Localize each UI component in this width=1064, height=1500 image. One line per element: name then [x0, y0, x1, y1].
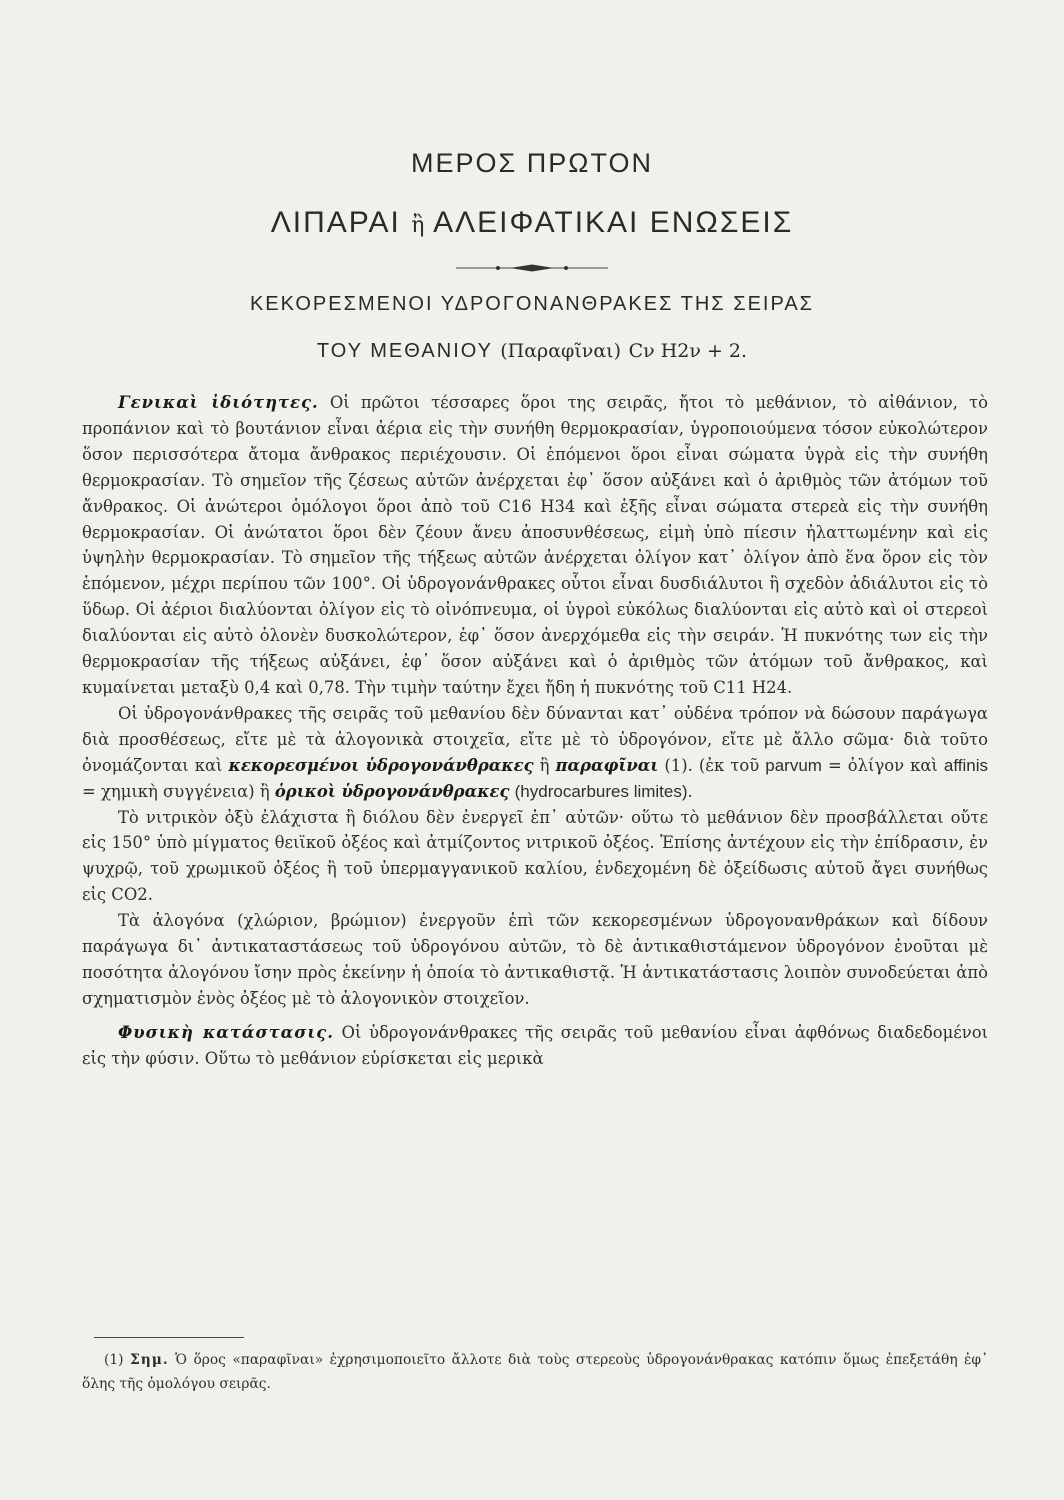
paragraph-text: = ὀλίγον καὶ	[821, 755, 944, 775]
paragraph-general-properties	[82, 390, 988, 701]
section-subtitle	[0, 340, 1064, 363]
latin-parvum: parvum	[765, 755, 822, 775]
footnote-marker: (1)	[104, 1352, 124, 1368]
paragraph-text: Οἱ πρῶτοι τέσσαρες ὅροι της σειρᾶς, ἤτοι τὸ μεθάνιον, τὸ αἰθάνιον, τὸ προπάνιον καὶ τὸ βουτάνιον εἶναι ἀέρια εἰς τὴν συνήθη θερμοκρασίαν, ὑγροποιούμενα τόσον εὐκολώτερον ὅσον περισσότερα ἄτομα ἄνθρακος περιέχουσιν. Οἱ ἑπόμενοι ὅροι εἶναι σώματα ὑγρὰ εἰς τὴν συνήθη θερμοκρασίαν. Τὸ σημεῖον τῆς ζέσεως αὐτῶν ἀνέρχεται ἐφ᾽ ὅσον αὐξάνει καὶ ὁ ἀριθμὸς τῶν ἀτόμων τοῦ ἄνθρακος. Οἱ ἀνώτεροι ὁμόλογοι ὅροι ἀπὸ τοῦ C16 H34 καὶ ἑξῆς εἶναι σώματα στερεὰ εἰς τὴν συνήθη θερμοκρασίαν. Οἱ ἀνώτατοι ὅροι δὲν ζέουν ἄνευ ἀποσυνθέσεως, εἰμὴ ὑπὸ πίεσιν ἠλαττωμένην καὶ εἰς ὑψηλὴν θερμοκρασίαν. Τὸ σημεῖον τῆς τήξεως αὐτῶν ἀνέρχεται ὀλίγον κατ᾽ ὀλίγον ἀπὸ ἕνα ὅρον εἰς τὸν ἑπόμενον, μέχρι περίπου τῶν 100°. Οἱ ὑδρογονάνθρακες οὗτοι εἶναι δυσδιάλυτοι ἢ σχεδὸν ἀδιάλυτοι εἰς τὸ ὕδωρ. Οἱ ἀέριοι διαλύονται ὀλίγον εἰς τὸ οἰνόπνευμα, οἱ ὑγροὶ εὐκόλως διαλύονται εἰς αὐτὸ καὶ οἱ στερεοὶ διαλύονται εἰς αὐτὸ ὁλονὲν δυσκολώτερον, ἐφ᾽ ὅσον ἀνερχόμεθα εἰς τὴν σειράν. Ἡ πυκνότης των εἰς τὴν θερμοκρασίαν τῆς τήξεως αὐξάνει, ἐφ᾽ ὅσον αὐξάνει καὶ ὁ ἀριθμὸς τῶν ἀτόμων τοῦ ἄνθρακος, καὶ κυμαίνεται μεταξὺ 0,4 καὶ 0,78. Τὴν τιμὴν ταύτην ἔχει ἤδη ἡ πυκνότης τοῦ C11 H24.	[82, 393, 988, 697]
footnote-text: Ὁ ὅρος «παραφῖναι» ἐχρησιμοποιεῖτο ἄλλοτε διὰ τοὺς στερεοὺς ὑδρογονάνθρακας κατόπιν ὅμως ἐπεξετάθη ἐφ᾽ ὅλης τῆς ὁμολόγου σειρᾶς.	[82, 1352, 988, 1392]
section-subtitle-paraffins: (Παραφῖναι)	[500, 340, 622, 362]
term-saturated-hydrocarbons: κεκορεσμένοι ὑδρογονάνθρακες	[228, 755, 534, 775]
chapter-title-part-a: ΛΙΠΑΡΑΙ	[270, 206, 401, 239]
paragraph-halogens: Τὰ ἀλογόνα (χλώριον, βρώμιον) ἐνεργοῦν ἐπὶ τῶν κεκορεσμένων ὑδρογονανθράκων καὶ δίδουν παράγωγα δι᾽ ἀντικαταστάσεως τοῦ ὑδρογόνου αὐτῶν, τὸ δὲ ἀντικαθιστάμενον ὑδρογόνον ἑνοῦται μὲ ποσότητα ἀλογόνου ἴσην πρὸς ἐκείνην ἡ ὁποία τὸ ἀντικαθιστᾷ. Ἡ ἀντικατάστασις λοιπὸν συνοδεύεται ἀπὸ σχηματισμὸν ἑνὸς ὀξέος μὲ τὸ ἀλογονικὸν στοιχεῖον.	[82, 911, 988, 1008]
paragraph-saturated	[82, 701, 988, 805]
section-subtitle-text: ΤΟΥ ΜΕΘΑΝΙΟΥ	[316, 340, 493, 362]
paragraph-physical-state	[82, 1020, 988, 1072]
term-limit-hydrocarbons: ὁρικοὶ ὑδρογονάνθρακες	[274, 781, 510, 801]
paragraph-text: Οἱ ὑδρογονάνθρακες τῆς σειρᾶς τοῦ μεθανίου εἶναι ἀφθόνως διαδεδομένοι εἰς τὴν φύσιν. Οὕτω τὸ μεθάνιον εὑρίσκεται εἰς μερικὰ	[82, 1022, 988, 1068]
run-in-heading-general: Γενικαὶ ἰδιότητες.	[118, 393, 319, 412]
part-title: ΜΕΡΟΣ ΠΡΩΤΟΝ	[411, 148, 653, 178]
chapter-title-part-b: ΑΛΕΙΦΑΤΙΚΑΙ ΕΝΩΣΕΙΣ	[433, 206, 794, 239]
general-formula: Cν H2ν + 2.	[628, 340, 748, 362]
paragraph-text: = χημικὴ συγγένεια) ἢ	[82, 781, 275, 801]
chapter-title-or: ἢ	[411, 213, 425, 238]
footnote-divider	[94, 1337, 244, 1338]
french-term: (hydrocarbures limites)	[514, 781, 688, 801]
paragraph-text: (1). (ἐκ τοῦ	[658, 755, 766, 775]
term-paraffins: παραφῖναι	[555, 755, 659, 775]
title-ornament-icon	[452, 262, 612, 274]
section-title: ΚΕΚΟΡΕΣΜΕΝΟΙ ΥΔΡΟΓΟΝΑΝΘΡΑΚΕΣ ΤΗΣ ΣΕΙΡΑΣ	[249, 293, 815, 315]
paragraph-text: ἢ	[533, 755, 556, 775]
latin-affinis: affinis	[943, 755, 989, 775]
paragraph-text: .	[687, 781, 693, 801]
paragraph-nitric-acid: Τὸ νιτρικὸν ὀξὺ ἐλάχιστα ἢ διόλου δὲν ἐνεργεῖ ἐπ᾽ αὐτῶν· οὕτω τὸ μεθάνιον δὲν προσβάλλεται οὔτε εἰς 150° ὑπὸ μίγματος θειϊκοῦ ὀξέος καὶ ἀτμίζοντος νιτρικοῦ ὀξέος. Ἐπίσης ἀντέχουν εἰς τὴν ἐπίδρασιν, ἐν ψυχρῷ, τοῦ χρωμικοῦ ὀξέος ἢ τοῦ ὑπερμαγγανικοῦ καλίου, ἐνδεχομένη δὲ ὀξείδωσις αὐτοῦ ἄγει συνήθως εἰς CO2.	[82, 807, 988, 905]
paragraph-text: Οἱ ὑδρογονάνθρακες τῆς σειρᾶς τοῦ μεθανίου δὲν δύνανται κατ᾽ οὐδένα τρόπον νὰ δώσουν παράγωγα διὰ προσθέσεως, εἴτε μὲ τὰ ἀλογονικὰ στοιχεῖα, εἴτε μὲ τὸ ὑδρογόνον, εἴτε μὲ ἄλλο σῶμα· διὰ τοῦτο ὀνομάζονται καὶ	[82, 703, 988, 775]
run-in-heading-physical: Φυσικὴ κατάστασις.	[118, 1022, 334, 1042]
footnote-label: Σημ.	[130, 1352, 169, 1368]
body-text	[82, 390, 988, 1072]
chapter-title	[0, 206, 1064, 240]
footnote	[82, 1348, 988, 1396]
